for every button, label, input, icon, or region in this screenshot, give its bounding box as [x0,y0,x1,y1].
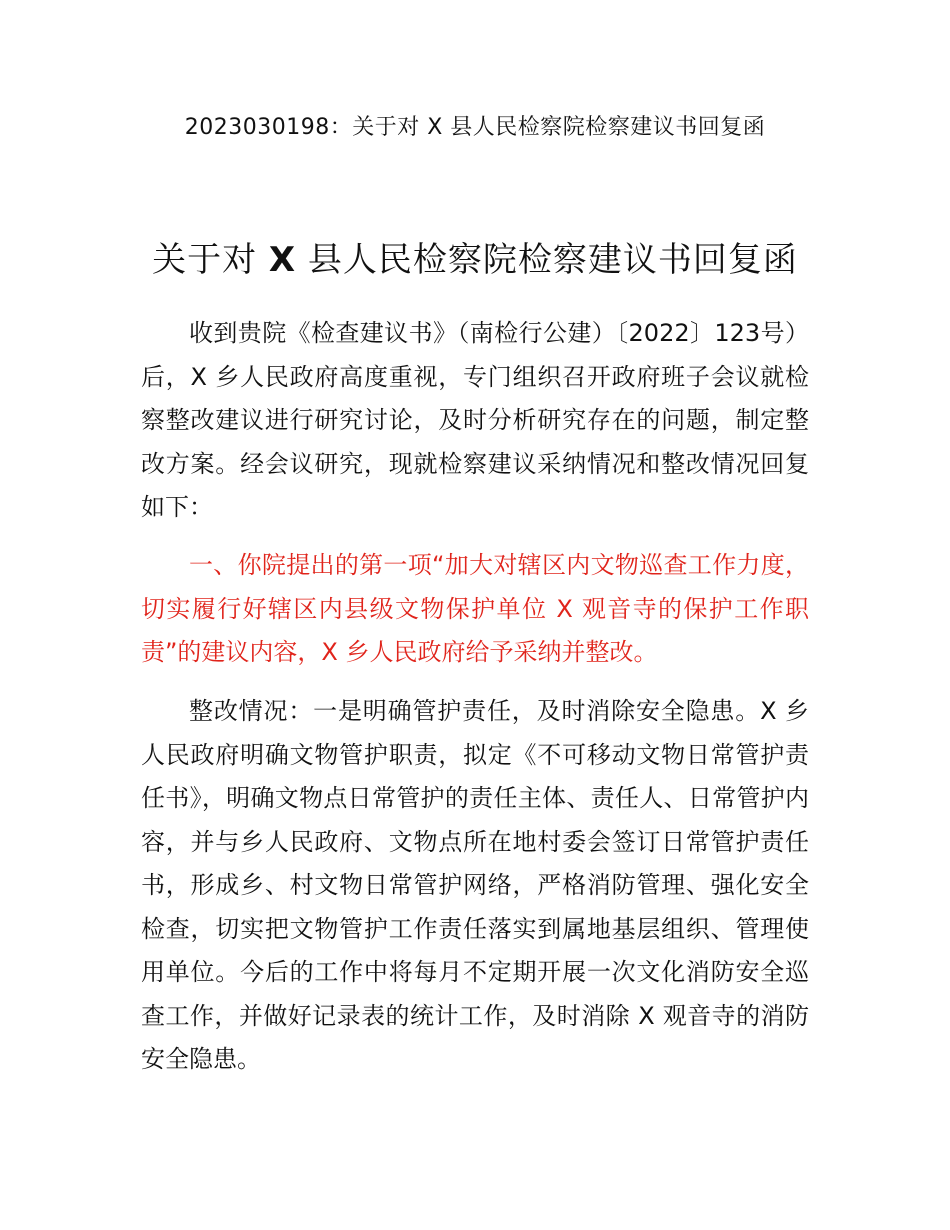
paragraph-intro: 收到贵院《检查建议书》（南检行公建）〔2022〕123号）后，X 乡人民政府高度重视，专门组织召开政府班子会议就检察整改建议进行研究讨论，及时分析研究存在的问题，制定整改方案。经会议研究，现就检察建议采纳情况和整改情况回复如下： [141,319,809,521]
paragraph-item-one-highlight: 一、你院提出的第一项“加大对辖区内文物巡查工作力度，切实履行好辖区内县级文物保护单位 X 观音寺的保护工作职责”的建议内容，X 乡人民政府给予采纳并整改。 [141,551,809,666]
title-suffix: 县人民检察院检察建议书回复函 [307,240,798,280]
document-title [0,232,950,281]
paragraph-rectification: 整改情况：一是明确管护责任，及时消除安全隐患。X 乡人民政府明确文物管护职责，拟定《不可移动文物日常管护责任书》，明确文物点日常管护的责任主体、责任人、日常管护内容，并与乡人民政府、文物点所在地村委会签订日常管护责任书，形成乡、村文物日常管护网络，严格消防管理、强化安全检查，切实把文物管护工作责任落实到属地基层组织、管理使用单位。今后的工作中将每月不定期开展一次文化消防安全巡查工作，并做好记录表的统计工作，及时消除 X 观音寺的消防安全隐患。 [141,697,809,1073]
document-header: 2023030198：关于对 X 县人民检察院检察建议书回复函 [184,115,766,140]
title-prefix: 关于对 [152,240,258,280]
title-x: X [268,240,297,280]
